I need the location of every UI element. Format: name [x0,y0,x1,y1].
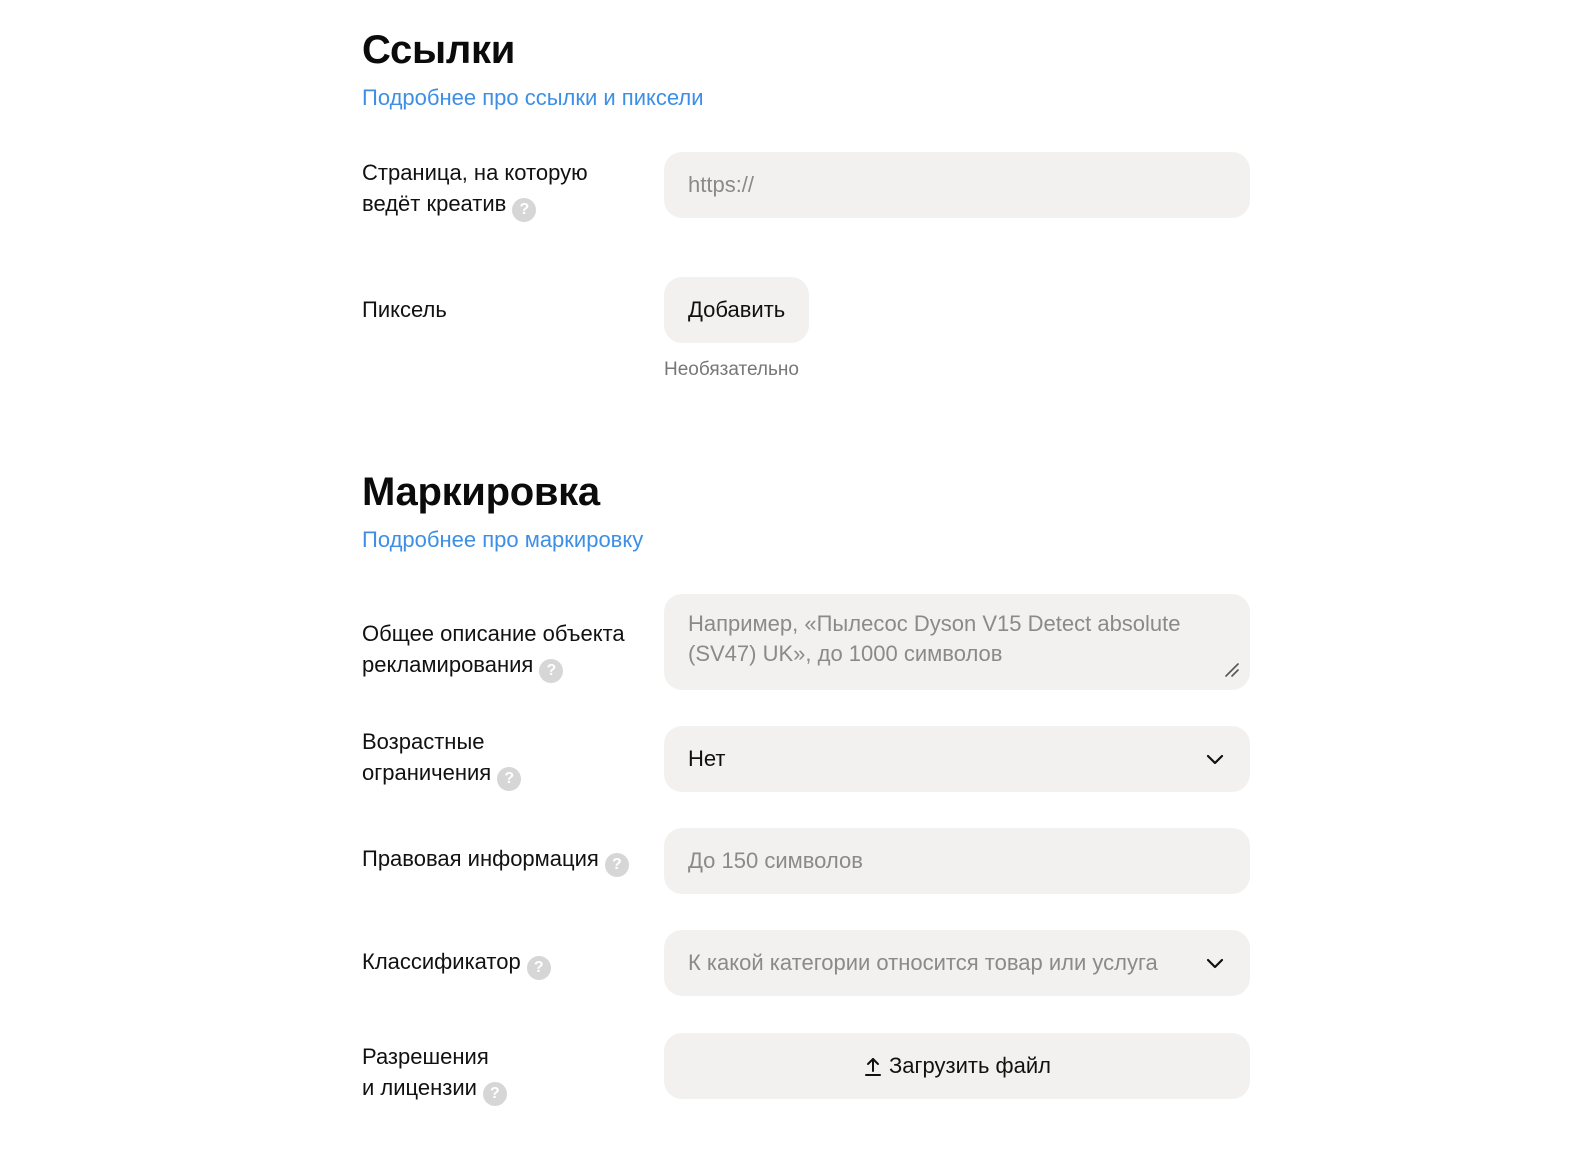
landing-page-url-input[interactable] [664,152,1250,218]
description-label-line2: рекламирования [362,652,534,677]
landing-page-label-line2: ведёт креатив [362,191,507,216]
add-pixel-button[interactable]: Добавить [664,277,809,343]
links-section-title: Ссылки [362,28,515,72]
description-field [664,594,1250,690]
question-circle-icon[interactable]: ? [512,198,536,222]
landing-page-label [362,157,652,222]
landing-page-field [664,152,1250,218]
resize-grip-icon[interactable] [1222,660,1240,678]
description-label [362,618,652,683]
question-circle-icon[interactable]: ? [527,956,551,980]
description-textarea[interactable] [664,594,1250,690]
upload-file-label: Загрузить файл [888,1053,1052,1078]
marking-more-link[interactable]: Подробнее про маркировку [362,527,644,552]
permissions-label [362,1041,652,1106]
description-label-line1: Общее описание объекта [362,621,625,646]
legal-info-field [664,828,1250,894]
pixel-label: Пиксель [362,297,447,322]
legal-info-label-text: Правовая информация [362,846,599,871]
landing-page-label-line1: Страница, на которую [362,160,588,185]
upload-arrow-icon [863,1055,883,1077]
permissions-label-line1: Разрешения [362,1044,489,1069]
legal-info-label [362,843,652,877]
classifier-label [362,946,652,980]
pixel-optional-hint: Необязательно [664,359,799,380]
question-circle-icon[interactable]: ? [483,1082,507,1106]
classifier-placeholder: К какой категории относится товар или услуга [688,950,1158,975]
age-restrictions-label-line2: ограничения [362,760,492,785]
question-circle-icon[interactable]: ? [497,767,521,791]
links-more-link[interactable]: Подробнее про ссылки и пиксели [362,85,704,110]
permissions-label-line2: и лицензии [362,1075,477,1100]
question-circle-icon[interactable]: ? [539,659,563,683]
age-restrictions-select[interactable] [664,726,1250,792]
age-restrictions-label [362,726,652,791]
age-restrictions-label-line1: Возрастные [362,729,485,754]
legal-info-input[interactable] [664,828,1250,894]
classifier-select[interactable] [664,930,1250,996]
chevron-down-icon [1204,952,1226,974]
marking-section-title: Маркировка [362,470,600,514]
classifier-label-text: Классификатор [362,949,521,974]
upload-file-button[interactable] [664,1033,1250,1099]
chevron-down-icon [1204,748,1226,770]
age-restrictions-value: Нет [688,746,726,771]
question-circle-icon[interactable]: ? [605,853,629,877]
